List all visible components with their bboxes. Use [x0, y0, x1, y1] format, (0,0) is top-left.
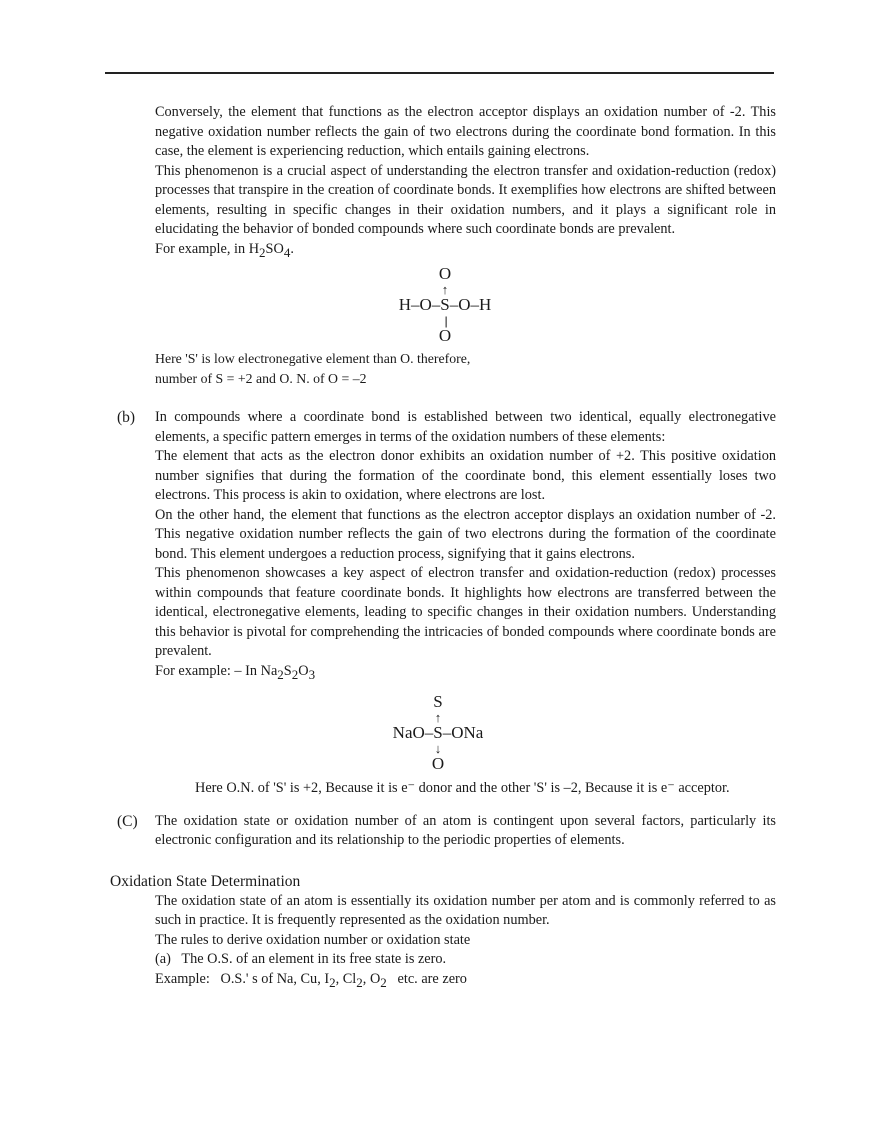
paragraph: On the other hand, the element that functions as the electron acceptor displays an oxidation number of -2. This negative oxidation number reflects the gain of two electrons during the formation of the coordinate bond. This element undergoes a reduction process, signifying that it gains electrons.: [155, 506, 776, 562]
coordinate-arrow: ↑: [441, 282, 449, 297]
example-line: For example, in $H_2SO_4$.: [155, 240, 294, 260]
paragraph: In compounds where a coordinate bond is established between two identical, equally electronegative elements, a specific pattern emerges in terms of the oxidation numbers of these elements:: [155, 409, 776, 445]
oxidation-state-section: The oxidation state of an atom is essentially its oxidation number per atom and is commonly referred to as such in practice. It is frequently represented as the oxidation number. The rules to derive oxidation number or oxidation state (a) The O.S. of an element in its free state is zero. Example: O.S.' s of Na, Cu, $I_2$, $Cl_2$, $O_2$ etc. are zero: [155, 892, 776, 990]
header-rule: [105, 72, 774, 74]
section-b-marker: (b): [117, 409, 136, 426]
paragraph: The element that acts as the electron donor exhibits an oxidation number of +2. This positive oxidation number signifies that during the formation of the coordinate bond, this element essentially loses two electrons. This process is akin to oxidation, where electrons are lost.: [155, 448, 776, 503]
h2so4-structure: O ↑ H–O–S–O–H O: [398, 264, 492, 345]
h2so4-note: Here 'S' is low electronegative element than O. therefore, number of S = +2 and O. N. of O = –2: [155, 351, 471, 386]
paragraph: Conversely, the element that functions as the electron acceptor displays an oxidation number of -2. This negative oxidation number reflects the gain of two electrons during the coordinate bond formation. In this case, the element is experiencing reduction, which entails gaining electrons.: [155, 104, 776, 159]
section-b: [117, 408, 776, 681]
section-c: (C) The oxidation state or oxidation number of an atom is contingent upon several factors, particularly its electronic configuration and its relationship to the periodic properties of elements.: [117, 812, 776, 851]
paragraph: This phenomenon showcases a key aspect of electron transfer and oxidation-reduction (redox) processes within compounds that feature coordinate bonds. It highlights how electrons are transferred between the identical, electronegative elements, leading to specific changes in their oxidation numbers. Understanding this behavior is pivotal for comprehending the intricacies of bonded compounds where coordinate bonds are prevalent.: [155, 565, 776, 659]
paragraph: This phenomenon is a crucial aspect of understanding the electron transfer and oxidation-reduction (redox) processes that transpire in the creation of coordinate bonds. It exemplifies how electrons are shifted between elements, resulting in specific changes in their oxidation numbers, and it plays a significant role in elucidating the behavior of bonded compounds where such coordinate bonds are prevalent.: [155, 162, 776, 237]
up-arrow: ↑: [434, 710, 442, 725]
example-line: For example: – In $Na_2S_2O_3$: [155, 662, 316, 682]
example-line: Example: O.S.' s of Na, Cu, $I_2$, $Cl_2$, $O_2$ etc. are zero: [155, 970, 467, 990]
down-arrow: ↓: [434, 741, 442, 756]
na2s2o3-note: Here O.N. of 'S' is +2, Because it is e⁻ donor and the other 'S' is –2, Because it is e⁻ acceptor.: [195, 780, 730, 796]
section-a-continued: [155, 103, 776, 259]
na2s2o3-structure: S ↑ NaO–S–ONa ↓ O: [392, 692, 484, 773]
section-c-marker: (C): [117, 812, 138, 830]
section-heading: Oxidation State Determination: [110, 872, 301, 890]
